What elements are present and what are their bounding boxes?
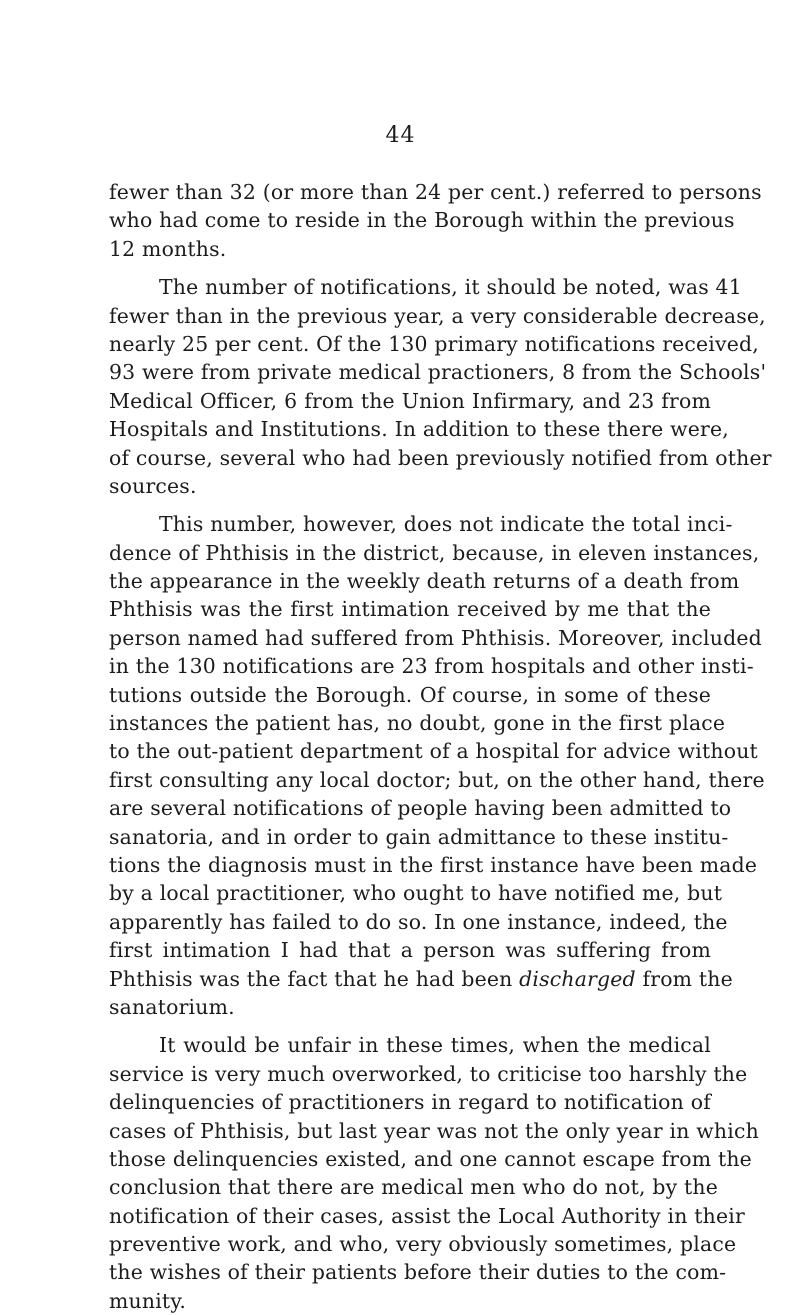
text-line: The number of notifications, it should be noted, was 41 bbox=[159, 275, 742, 300]
text-line: fewer than 32 (or more than 24 per cent.) referred to persons bbox=[109, 180, 762, 204]
text-line: apparently has failed to do so. In one instance, indeed, the bbox=[109, 909, 728, 934]
text-line: the appearance in the weekly death returns of a death from bbox=[109, 569, 740, 594]
text-line: preventive work, and who, very obviously sometimes, place bbox=[109, 1232, 737, 1257]
text-line: 12 months. bbox=[109, 236, 227, 261]
text-line: Phthisis was the first intimation received by me that the bbox=[109, 597, 711, 622]
text-line: to the out-patient department of a hospital for advice without bbox=[109, 739, 758, 764]
paragraph-gap bbox=[109, 500, 711, 510]
text-line: fewer than in the previous year, a very considerable decrease, bbox=[109, 303, 766, 328]
text-line: tions the diagnosis must in the first instance have been made bbox=[109, 852, 758, 877]
text-line: first consulting any local doctor; but, on the other hand, there bbox=[109, 767, 765, 792]
body-text bbox=[109, 178, 772, 1315]
text-line: nearly 25 per cent. Of the 130 primary notifications received, bbox=[109, 331, 759, 356]
text-line: by a local practitioner, who ought to have notified me, but bbox=[109, 881, 723, 906]
text-line: in the 130 notifications are 23 from hospitals and other insti- bbox=[109, 654, 754, 679]
text-line: dence of Phthisis in the district, because, in eleven instances, bbox=[109, 540, 760, 565]
text-line: sanatoria, and in order to gain admittance to these institu- bbox=[109, 824, 729, 849]
text-line: This number, however, does not indicate the total inci- bbox=[159, 512, 733, 537]
text-line: conclusion that there are medical men who do not, by the bbox=[109, 1175, 719, 1200]
text-line-with-emphasis bbox=[109, 965, 733, 993]
text-line: It would be unfair in these times, when the medical bbox=[159, 1033, 711, 1058]
page-number: 44 bbox=[385, 123, 416, 148]
paragraph-gap bbox=[109, 263, 711, 273]
text-line: Hospitals and Institutions. In addition to these there were, bbox=[109, 417, 729, 442]
text-line: person named had suffered from Phthisis. Moreover, included bbox=[109, 625, 762, 650]
paragraph bbox=[109, 510, 765, 1021]
text-line: tutions outside the Borough. Of course, in some of these bbox=[109, 682, 711, 707]
text-line: are several notifications of people having been admitted to bbox=[109, 796, 732, 821]
text-line: notification of their cases, assist the Local Authority in their bbox=[109, 1203, 745, 1228]
emphasized-word: discharged bbox=[519, 966, 636, 991]
paragraph bbox=[109, 1031, 759, 1315]
text-line: sources. bbox=[109, 473, 197, 498]
text-line: first intimation I had that a person was suffering from bbox=[109, 938, 711, 963]
text-fragment: Phthisis was the fact that he had been bbox=[109, 966, 513, 991]
text-line: sanatorium. bbox=[109, 994, 235, 1019]
text-line: delinquencies of practitioners in regard to notification of bbox=[109, 1090, 711, 1115]
text-line: those delinquencies existed, and one cannot escape from the bbox=[109, 1146, 752, 1171]
paragraph bbox=[109, 178, 762, 263]
text-line: cases of Phthisis, but last year was not the only year in which bbox=[109, 1118, 759, 1143]
paragraph-gap bbox=[109, 1021, 711, 1031]
text-line: munity. bbox=[109, 1288, 187, 1313]
text-line: the wishes of their patients before their duties to the com- bbox=[109, 1260, 727, 1285]
text-fragment: from the bbox=[642, 966, 733, 991]
text-line: instances the patient has, no doubt, gone in the first place bbox=[109, 711, 726, 736]
text-line: service is very much overworked, to criticise too harshly the bbox=[109, 1061, 748, 1086]
text-line: 93 were from private medical practioners, 8 from the Schools' bbox=[109, 360, 767, 385]
text-line: Medical Officer, 6 from the Union Infirmary, and 23 from bbox=[109, 388, 711, 413]
text-line: of course, several who had been previously notified from other bbox=[109, 445, 772, 470]
text-line: who had come to reside in the Borough within the previous bbox=[109, 208, 735, 233]
paragraph bbox=[109, 273, 772, 500]
